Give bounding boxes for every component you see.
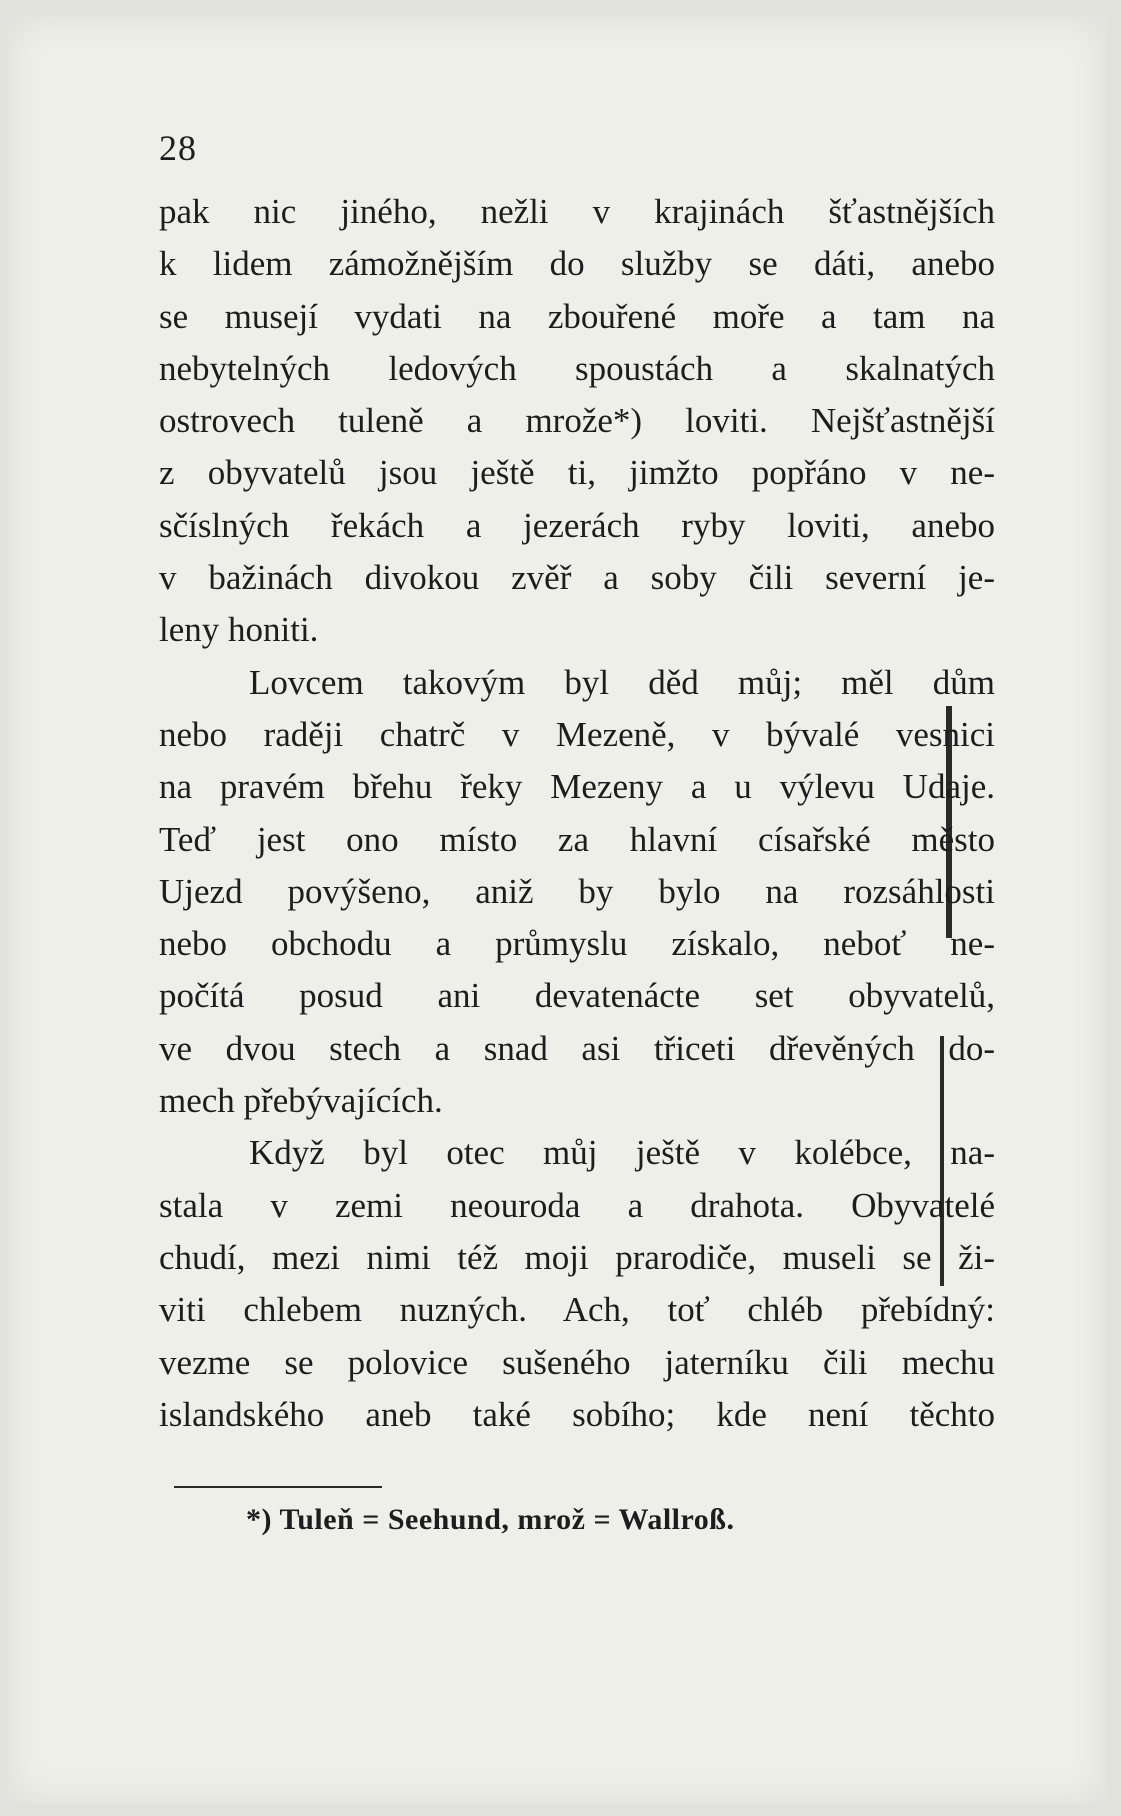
text-line: sčíslných řekách a jezerách ryby loviti, anebo — [159, 505, 995, 545]
body-text — [159, 186, 995, 1441]
text-line: na pravém břehu řeky Mezeny a u výlevu Udaje. — [159, 767, 995, 807]
text-line: Když byl otec můj ještě v kolébce, na- — [249, 1133, 995, 1173]
text-line: ostrovech tuleně a mrože*) loviti. Nejšťastnější — [159, 401, 995, 441]
text-line: nebytelných ledových spoustách a skalnatých — [159, 348, 995, 388]
text-line: mech přebývajících. — [159, 1081, 443, 1121]
footnote-rule — [174, 1486, 382, 1488]
text-line: viti chlebem nuzných. Ach, toť chléb přebídný: — [159, 1290, 995, 1330]
footnote: *) Tuleň = Seehund, mrož = Wallroß. — [246, 1503, 735, 1536]
text-line: leny honiti. — [159, 610, 319, 650]
text-line: stala v zemi neouroda a drahota. Obyvatelé — [159, 1185, 995, 1225]
page-number: 28 — [159, 128, 197, 168]
text-line: v bažinách divokou zvěř a soby čili severní je- — [159, 558, 995, 598]
text-line: nebo raději chatrč v Mezeně, v bývalé vesnici — [159, 714, 995, 754]
text-line: islandského aneb také sobího; kde není těchto — [159, 1394, 995, 1434]
text-line: Ujezd povýšeno, aniž by bylo na rozsáhlosti — [159, 871, 995, 911]
text-line: nebo obchodu a průmyslu získalo, neboť ne- — [159, 924, 995, 964]
text-line: ve dvou stech a snad asi třiceti dřevěných do- — [159, 1028, 995, 1068]
text-line: vezme se polovice sušeného jaterníku čili mechu — [159, 1342, 995, 1382]
text-line: pak nic jiného, nežli v krajinách šťastnějších — [159, 192, 995, 231]
text-line: Lovcem takovým byl děd můj; měl dům — [249, 662, 995, 702]
text-line: k lidem zámožnějším do služby se dáti, anebo — [159, 244, 995, 284]
text-line: počítá posud ani devatenácte set obyvatelů, — [159, 976, 995, 1016]
text-line: Teď jest ono místo za hlavní císařské město — [159, 819, 995, 859]
text-line: se musejí vydati na zbouřené moře a tam na — [159, 296, 995, 336]
text-line: chudí, mezi nimi též moji prarodiče, museli se ži- — [159, 1237, 995, 1277]
text-line: z obyvatelů jsou ještě ti, jimžto popřáno v ne- — [159, 453, 995, 493]
